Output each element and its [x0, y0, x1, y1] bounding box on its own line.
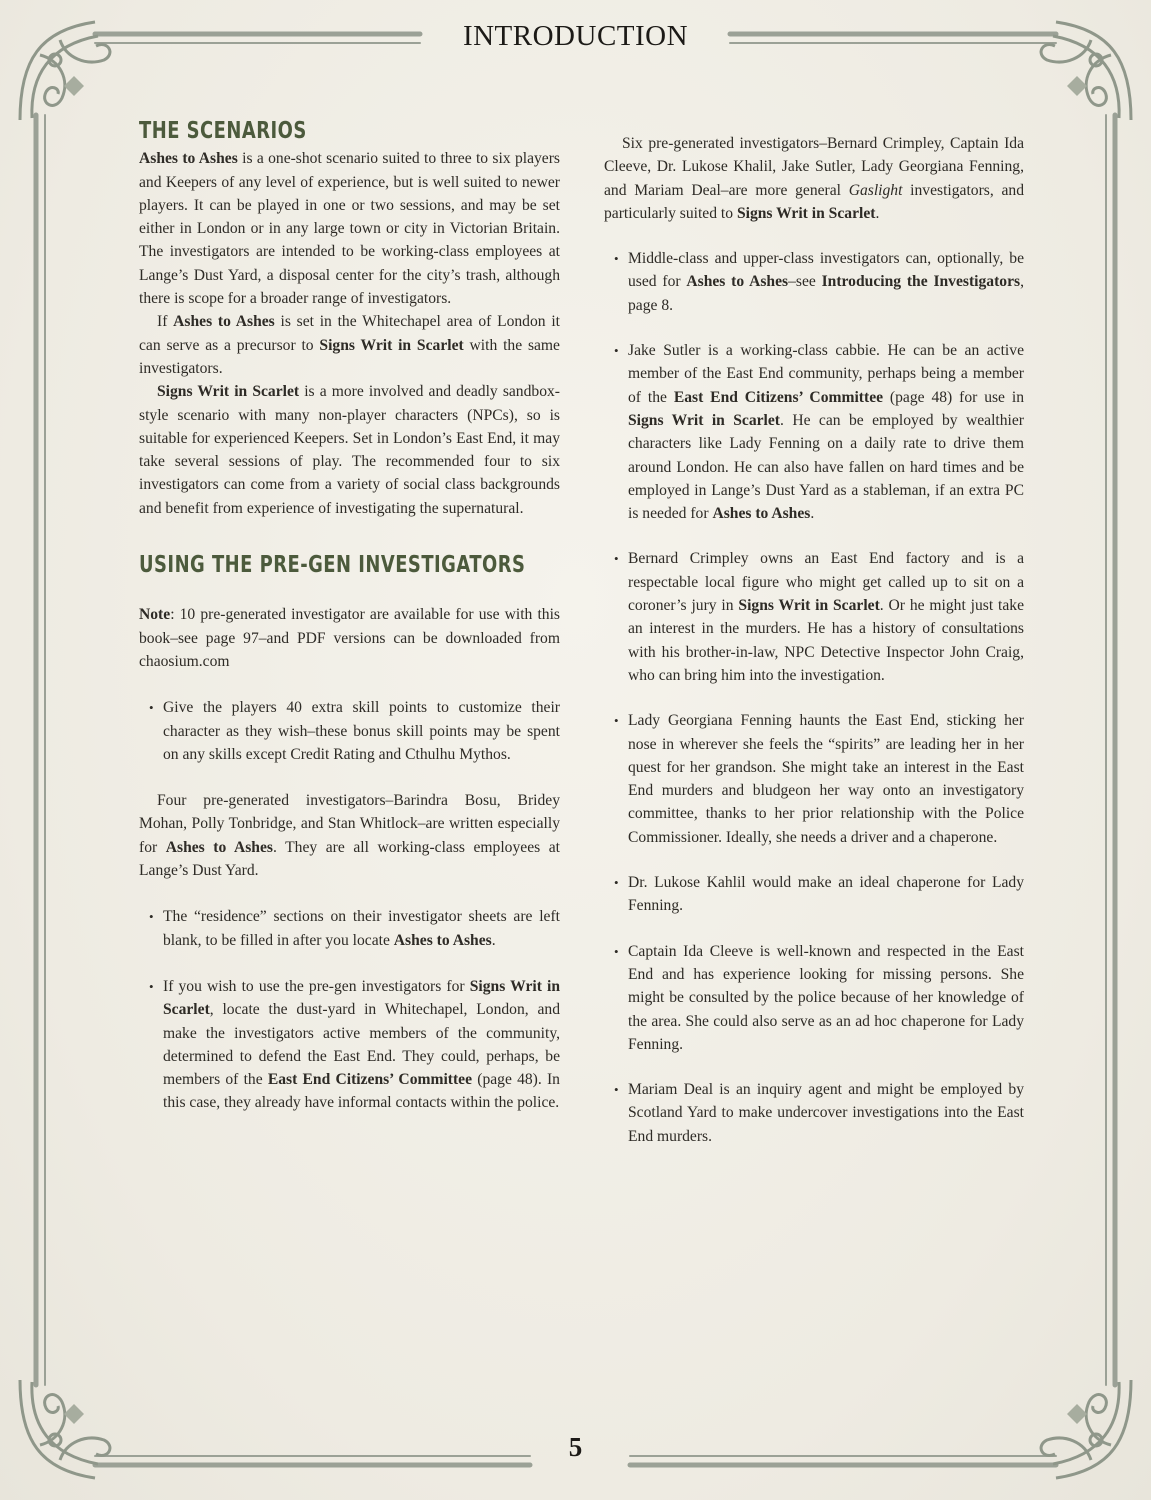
bullet-mariam-deal: • Mariam Deal is an inquiry agent and might be employed by Scotland Yard to make undercover investigations into the East End murders. [604, 1078, 1024, 1148]
paragraph-precursor: If Ashes to Ashes is set in the Whitechapel area of London it can serve as a precursor to Signs Writ in Scarlet with the same investigators. [139, 313, 560, 377]
bullet-middle-upper-class: • Middle-class and upper-class investigators can, optionally, be used for Ashes to Ashes–see Introducing the Investigators, page 8. [604, 247, 1024, 317]
bullet-skill-points: • Give the players 40 extra skill points to customize their character as they wish–these bonus skill points may be spent on any skills except Credit Rating and Cthulhu Mythos. [139, 696, 560, 766]
bullet-lady-fenning: • Lady Georgiana Fenning haunts the East End, sticking her nose in wherever she feels the “spirits” are leading her in her quest for her grandson. She might take an interest in the East End murders and bludgeon her way onto an investigatory committee, thanks to her prior relationship with the Police Commissioner. Ideally, she needs a driver and a chaperone. [604, 709, 1024, 849]
paragraph-six-pregens: Six pre-generated investigators–Bernard Crimpley, Captain Ida Cleeve, Dr. Lukose Khalil, Jake Sutler, Lady Georgiana Fenning, and Mariam Deal–are more general Gaslight investigators, and particularly suited to Signs Writ in Scarlet. [604, 135, 1024, 222]
heading-pregen-investigators: USING THE PRE-GEN INVESTIGATORS [139, 552, 526, 579]
bullet-lukose-kahlil: • Dr. Lukose Kahlil would make an ideal chaperone for Lady Fenning. [604, 871, 1024, 918]
paragraph-ashes-intro: Ashes to Ashes is a one-shot scenario suited to three to six players and Keepers of any level of experience, but is well suited to newer players. It can be played in one or two sessions, and may be set either in London or in any large town or city in Victorian Britain. The investigators are intended to be working-class employees at Lange’s Dust Yard, a disposal center for the city’s trash, although there is scope for a broader range of investigators. [139, 150, 560, 308]
paragraph-note: Note: 10 pre-generated investigator are available for use with this book–see page 97–and PDF versions can be downloaded from chaosium.com [139, 606, 560, 670]
page-number: 5 [568, 1432, 583, 1462]
bullet-residence: • The “residence” sections on their investigator sheets are left blank, to be filled in after you locate Ashes to Ashes. [139, 905, 560, 952]
bullet-bernard-crimpley: • Bernard Crimpley owns an East End factory and is a respectable local figure who might get called up to sit on a coroner’s jury in Signs Writ in Scarlet. Or he might just take an interest in the murders. He has a history of consultations with his brother-in-law, NPC Detective Inspector John Craig, who can bring him into the investigation. [604, 547, 1024, 687]
bullet-jake-sutler: • Jake Sutler is a working-class cabbie. He can be an active member of the East End community, perhaps being a member of the East End Citizens’ Committee (page 48) for use in Signs Writ in Scarlet. He can be employed by wealthier characters like Lady Fenning on a daily rate to drive them around London. He can also have fallen on hard times and be employed in Lange’s Dust Yard as a stableman, if an extra PC is needed for Ashes to Ashes. [604, 339, 1024, 525]
bullet-ida-cleeve: • Captain Ida Cleeve is well-known and respected in the East End and has experience looking for missing persons. She might be consulted by the police because of her knowledge of the area. She could also serve as an ad hoc chaperone for Lady Fenning. [604, 940, 1024, 1056]
right-column [604, 132, 1024, 1148]
bullet-signs-pregens: • If you wish to use the pre-gen investigators for Signs Writ in Scarlet, locate the dust-yard in Whitechapel, London, and make the investigators active members of the community, determined to defend the East End. They could, perhaps, be members of the East End Citizens’ Committee (page 48). In this case, they already have informal contacts within the police. [139, 975, 560, 1115]
paragraph-four-pregens: Four pre-generated investigators–Barindra Bosu, Bridey Mohan, Polly Tonbridge, and Stan Whitlock–are written especially for Ashes to Ashes. They are all working-class employees at Lange’s Dust Yard. [139, 792, 560, 880]
heading-the-scenarios: THE SCENARIOS [139, 118, 307, 144]
left-column [139, 120, 560, 1115]
chapter-title: INTRODUCTION [462, 20, 689, 52]
paragraph-signs-intro: Signs Writ in Scarlet is a more involved and deadly sandbox-style scenario with many non-player characters (NPCs), so is suitable for experienced Keepers. Set in London’s East End, it may take several sessions of play. The recommended four to six investigators can come from a variety of social class backgrounds and benefit from experience of investigating the supernatural. [139, 383, 560, 517]
